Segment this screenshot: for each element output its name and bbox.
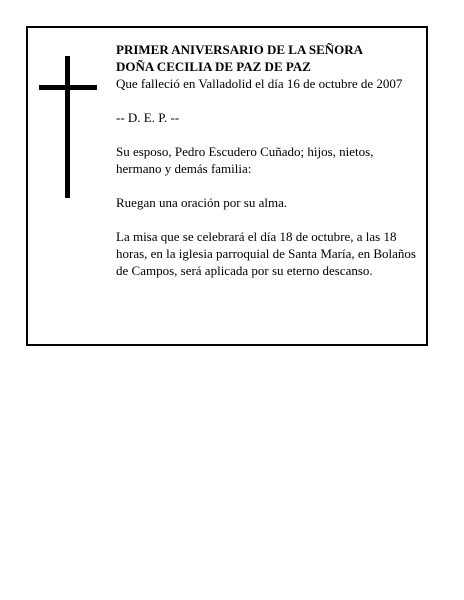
mass-paragraph: La misa que se celebrará el día 18 de octubre, a las 18 horas, en la iglesia parroquial de Santa María, en Bolaños de Campos, será aplicada por su eterno descanso.: [116, 229, 416, 278]
obituary-notice: [26, 26, 428, 346]
notice-title-line-2: DOÑA CECILIA DE PAZ DE PAZ: [116, 59, 311, 74]
notice-title-line-1: PRIMER ANIVERSARIO DE LA SEÑORA: [116, 42, 364, 57]
notice-subtitle: Que falleció en Valladolid el día 16 de octubre de 2007: [116, 76, 403, 91]
cross-horizontal-bar: [39, 85, 97, 90]
cross-vertical-bar: [65, 56, 70, 198]
prayer-paragraph: Ruegan una oración por su alma.: [116, 195, 288, 210]
family-paragraph: Su esposo, Pedro Escudero Cuñado; hijos, nietos, hermano y demás familia:: [116, 144, 374, 176]
rip-line: -- D. E. P. --: [116, 110, 180, 125]
notice-text: [116, 41, 416, 279]
